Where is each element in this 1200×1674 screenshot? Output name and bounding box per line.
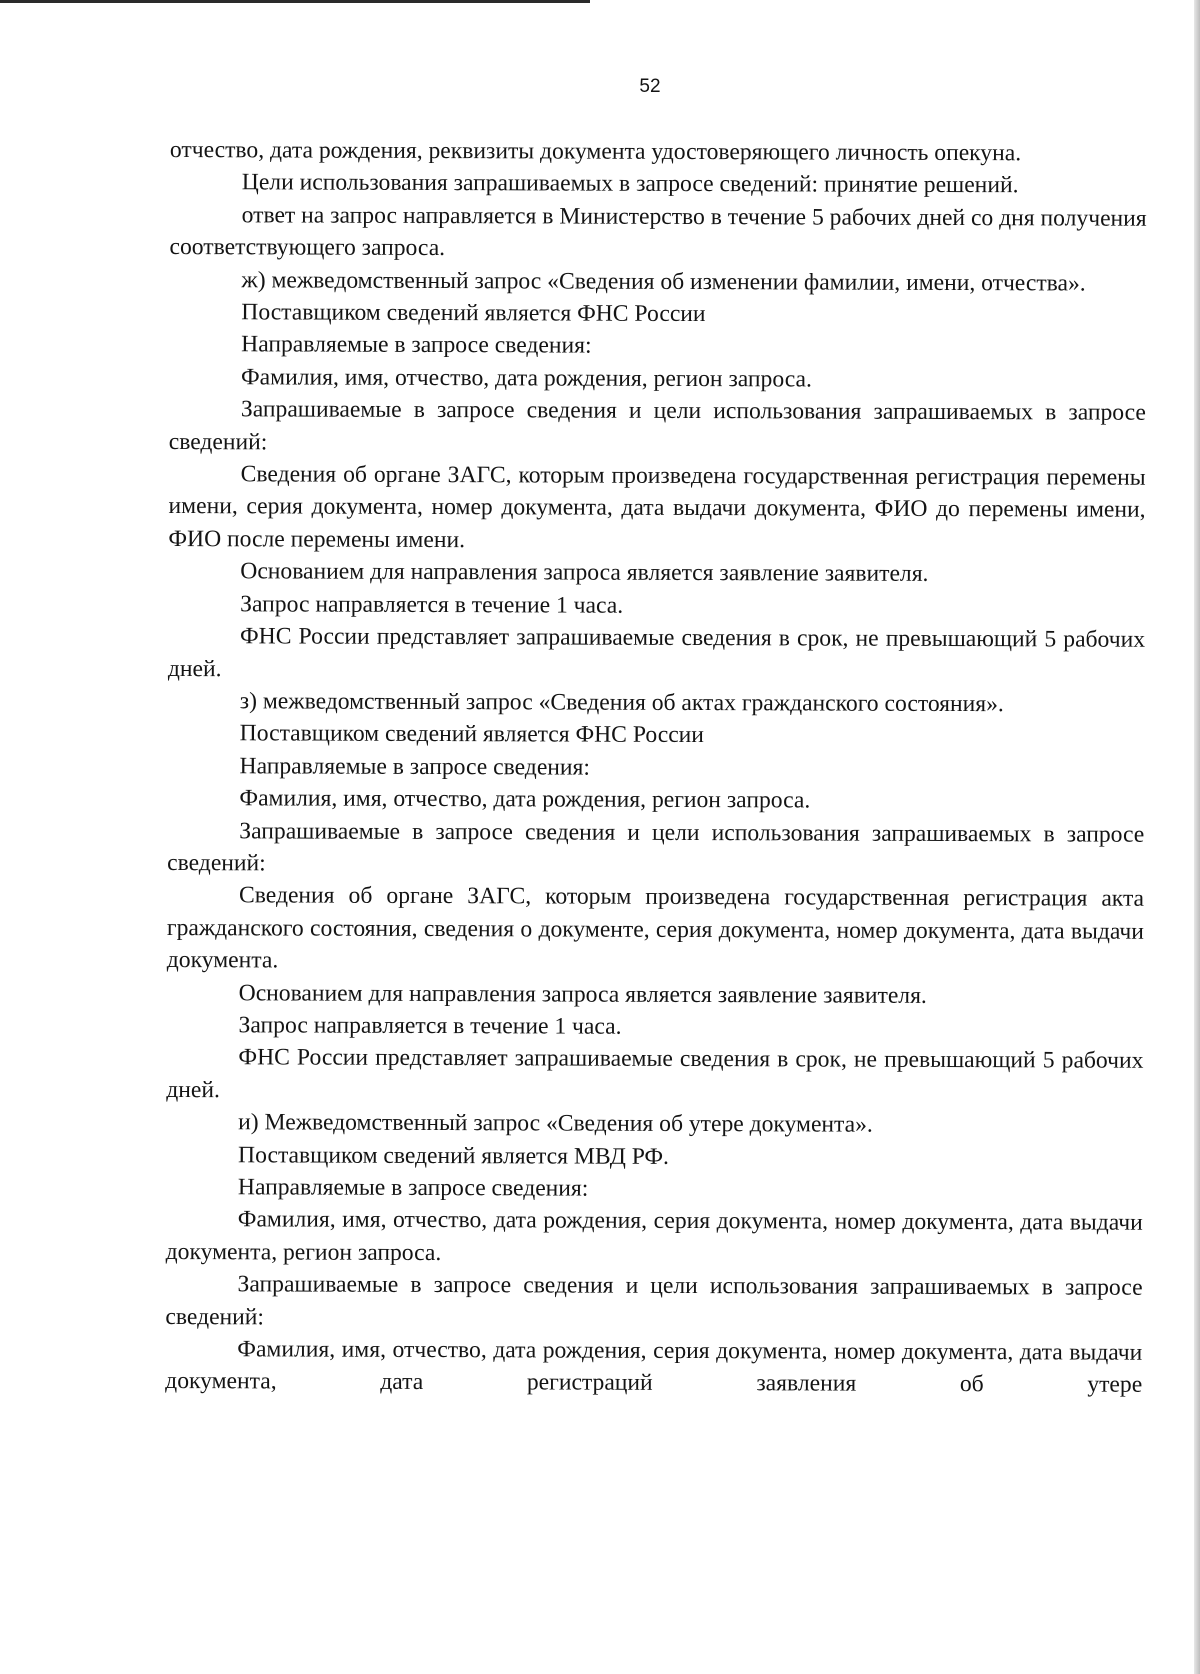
document-body bbox=[165, 134, 1147, 1402]
scan-top-edge bbox=[0, 0, 590, 3]
paragraph: Запрос направляется в течение 1 часа. bbox=[240, 590, 624, 619]
page-number: 52 bbox=[639, 76, 661, 97]
paragraph: ФНС России представляет запрашиваемые сведения в срок, не превышающий 5 рабочих дней. bbox=[166, 1044, 1144, 1103]
paragraph: Направляемые в запросе сведения: bbox=[239, 752, 591, 781]
paragraph: Основанием для направления запроса является заявление заявителя. bbox=[240, 558, 929, 588]
paragraph: и) Межведомственный запрос «Сведения об утере документа». bbox=[238, 1109, 873, 1138]
paragraph: Запрашиваемые в запросе сведения и цели использования запрашиваемых в запросе сведений: bbox=[168, 396, 1146, 456]
paragraph: ж) межведомственный запрос «Сведения об изменении фамилии, имени, отчества». bbox=[241, 266, 1086, 297]
paragraph: Поставщиком сведений является ФНС России bbox=[241, 299, 706, 328]
paragraph: Направляемые в запросе сведения: bbox=[237, 1174, 589, 1202]
paragraph: Запрашиваемые в запросе сведения и цели использования запрашиваемых в запросе сведений: bbox=[167, 817, 1145, 877]
paragraph: Направляемые в запросе сведения: bbox=[241, 331, 592, 360]
paragraph: Фамилия, имя, отчество, дата рождения, серия документа, номер документа, дата выдачи документа, дата регистраций заявления об утере bbox=[165, 1336, 1143, 1399]
paragraph: Фамилия, имя, отчество, дата рождения, регион запроса. bbox=[241, 364, 812, 393]
paragraph: Запрос направляется в течение 1 часа. bbox=[238, 1012, 622, 1040]
paragraph: Цели использования запрашиваемых в запросе сведений: принятие решений. bbox=[241, 169, 1019, 199]
paragraph: Поставщиком сведений является ФНС России bbox=[239, 720, 705, 749]
paragraph: Фамилия, имя, отчество, дата рождения, регион запроса. bbox=[239, 785, 811, 814]
paragraph: ответ на запрос направляется в Министерство в течение 5 рабочих дней со дня получения соответствующего запроса. bbox=[169, 202, 1147, 262]
scan-right-edge bbox=[1194, 0, 1200, 1674]
paragraph: Фамилия, имя, отчество, дата рождения, серия документа, номер документа, дата выдачи документа, регион запроса. bbox=[165, 1206, 1143, 1266]
paragraph: Сведения об органе ЗАГС, которым произведена государственная регистрация акта гражданского состояния, сведения о документе, серия документа, номер документа, дата выдачи документа. bbox=[166, 882, 1145, 974]
paragraph: Основанием для направления запроса является заявление заявителя. bbox=[238, 979, 927, 1009]
paragraph: Сведения об органе ЗАГС, которым произведена государственная регистрация перемены имени, серия документа, номер документа, дата выдачи документа, ФИО до перемены имени, ФИО после перемены имени. bbox=[168, 461, 1146, 554]
paragraph: ФНС России представляет запрашиваемые сведения в срок, не превышающий 5 рабочих дней. bbox=[167, 623, 1146, 682]
paragraph: Поставщиком сведений является МВД РФ. bbox=[238, 1141, 670, 1170]
paragraph: отчество, дата рождения, реквизиты документа удостоверяющего личность опекуна. bbox=[169, 136, 1022, 167]
paragraph: з) межведомственный запрос «Сведения об актах гражданского состояния». bbox=[239, 688, 1004, 718]
paragraph: Запрашиваемые в запросе сведения и цели использования запрашиваемых в запросе сведений: bbox=[165, 1271, 1143, 1330]
